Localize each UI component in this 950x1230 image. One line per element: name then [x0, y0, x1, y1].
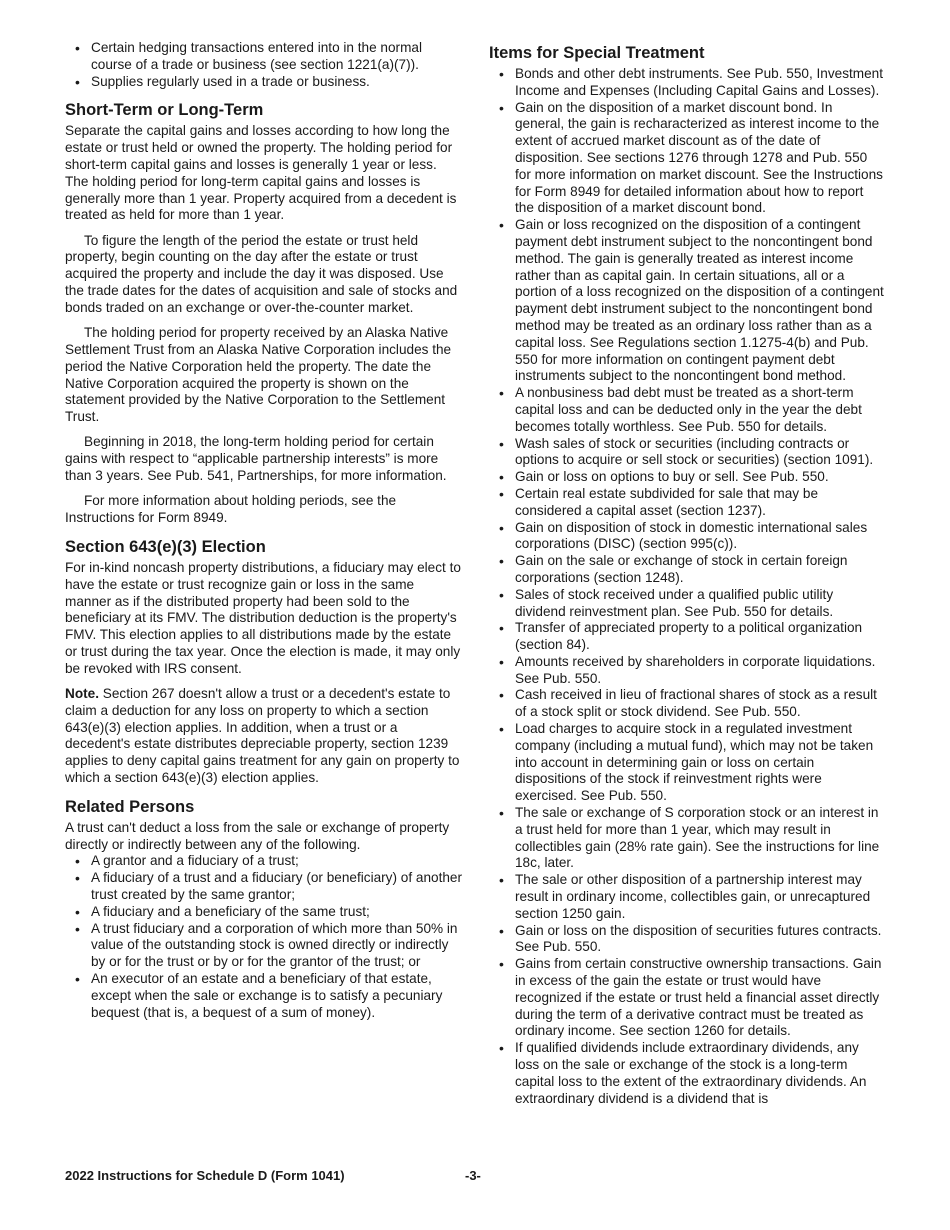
list-item: • A fiduciary and a beneficiary of the same trust; [65, 904, 463, 921]
list-item: • The sale or exchange of S corporation stock or an interest in a trust held for more than 1 year, which may result in collectibles gain (28% rate gain). See the instructions for line 18c, later. [489, 805, 884, 872]
list-item: • Bonds and other debt instruments. See Pub. 550, Investment Income and Expenses (Including Capital Gains and Losses). [489, 66, 884, 100]
list-item: • Certain real estate subdivided for sale that may be considered a capital asset (section 1237). [489, 486, 884, 520]
section-heading-election: Section 643(e)(3) Election [65, 537, 266, 556]
list-item: • Gain or loss on options to buy or sell. See Pub. 550. [489, 469, 884, 486]
list-item: • Load charges to acquire stock in a regulated investment company (including a mutual fund), which may not be taken into account in determining gain or loss on certain dispositions of the stock if reinvestment rights were exercised. See Pub. 550. [489, 721, 884, 805]
list-item: • Transfer of appreciated property to a political organization (section 84). [489, 620, 884, 654]
list-item: • Wash sales of stock or securities (including contracts or options to acquire or sell stock or securities) (section 1091). [489, 436, 884, 470]
paragraph: Beginning in 2018, the long-term holding period for certain gains with respect to “applicable partnership interests” is more than 3 years. See Pub. 541, Partnerships, for more information. [65, 434, 447, 484]
list-item: • Sales of stock received under a qualified public utility dividend reinvestment plan. See Pub. 550 for details. [489, 587, 884, 621]
list-item: • A fiduciary of a trust and a fiduciary (or beneficiary) of another trust created by the same grantor; [65, 870, 463, 904]
list-item: • A nonbusiness bad debt must be treated as a short-term capital loss and can be deducted only in the year the debt becomes totally worthless. See Pub. 550 for details. [489, 385, 884, 435]
special-treatment-list [489, 66, 884, 1107]
list-item: • Gain or loss on the disposition of securities futures contracts. See Pub. 550. [489, 923, 884, 957]
list-item: • Cash received in lieu of fractional shares of stock as a result of a stock split or stock dividend. See Pub. 550. [489, 687, 884, 721]
list-item: • The sale or other disposition of a partnership interest may result in ordinary income, collectibles gain, or unrecaptured section 1250 gain. [489, 872, 884, 922]
paragraph: Separate the capital gains and losses according to how long the estate or trust held or owned the property. The holding period for short-term capital gains and losses is generally 1 year or less. The holding period for long-term capital gains and losses is generally more than 1 year. Property acquired from a decedent is treated as held for more than 1 year. [65, 123, 457, 223]
section-heading-special-treatment: Items for Special Treatment [489, 44, 705, 62]
footer-document-title: 2022 Instructions for Schedule D (Form 1041) [65, 1168, 345, 1183]
intro-bullet-list [65, 40, 463, 90]
list-item: • Certain hedging transactions entered into in the normal course of a trade or business (see section 1221(a)(7)). [65, 40, 463, 74]
note-paragraph [65, 686, 463, 787]
note-text: Section 267 doesn't allow a trust or a decedent's estate to claim a deduction for any loss on property to which a section 643(e)(3) election applies. In addition, when a trust or a decedent's estate distributes depreciable property, section 1239 applies to deny capital gains treatment for any gain on property to which a section 643(e)(3) election applies. [65, 686, 460, 785]
list-item: • If qualified dividends include extraordinary dividends, any loss on the sale or exchange of the stock is a long-term capital loss to the extent of the extraordinary dividends. An extraordinary dividend is a dividend that is [489, 1040, 884, 1107]
list-item: • Supplies regularly used in a trade or business. [65, 74, 463, 91]
right-column [489, 40, 884, 1111]
paragraph: A trust can't deduct a loss from the sale or exchange of property directly or indirectly between any of the following. [65, 819, 450, 852]
page-footer [65, 1168, 885, 1186]
list-item: • Gain on the disposition of a market discount bond. In general, the gain is recharacterized as interest income to the extent of accrued market discount as of the date of disposition. See sections 1276 through 1278 and Pub. 550 for more information on market discount. See the Instructions for Form 8949 for detailed information about how to report the disposition of a market discount bond. [489, 100, 884, 218]
left-column [65, 40, 463, 1025]
list-item: • A grantor and a fiduciary of a trust; [65, 853, 463, 870]
list-item: • A trust fiduciary and a corporation of which more than 50% in value of the outstanding stock is owned directly or indirectly by or for the trust or by or for the grantor of the trust; or [65, 921, 463, 971]
list-item: • Gain or loss recognized on the disposition of a contingent payment debt instrument subject to the noncontingent bond method. The gain is generally treated as interest income rather than as capital gain. In certain situations, all or a portion of a loss recognized on the disposition of a contingent payment debt instrument subject to the noncontingent bond method may be treated as an ordinary loss rather than as a capital loss. See Regulations section 1.1275-4(b) and Pub. 550 for more information on contingent payment debt instruments subject to the noncontingent bond method. [489, 217, 884, 385]
list-item: • Gain on disposition of stock in domestic international sales corporations (DISC) (section 995(c)). [489, 520, 884, 554]
section-heading-related-persons: Related Persons [65, 797, 195, 816]
paragraph: For more information about holding periods, see the Instructions for Form 8949. [65, 493, 397, 526]
list-item: • An executor of an estate and a beneficiary of that estate, except when the sale or exchange is to satisfy a pecuniary bequest (that is, a bequest of a sum of money). [65, 971, 463, 1021]
related-persons-list [65, 853, 463, 1021]
list-item: • Amounts received by shareholders in corporate liquidations. See Pub. 550. [489, 654, 884, 688]
paragraph: To figure the length of the period the estate or trust held property, begin counting on the day after the estate or trust acquired the property and include the day it was disposed. Use the trade dates for the dates of acquisition and sale of stocks and bonds traded on an exchange or over-the-counter market. [65, 232, 458, 315]
list-item: • Gains from certain constructive ownership transactions. Gain in excess of the gain the estate or trust would have recognized if the estate or trust held a financial asset directly during the term of a derivative contract must be treated as ordinary income. See section 1260 for details. [489, 956, 884, 1040]
paragraph: The holding period for property received by an Alaska Native Settlement Trust from an Alaska Native Corporation includes the period the Native Corporation held the property. The date the Native Corporation acquired the property is shown on the statement provided by the Native Corporation to the Settlement Trust. [65, 325, 452, 425]
page-number: -3- [465, 1168, 481, 1183]
list-item: • Gain on the sale or exchange of stock in certain foreign corporations (section 1248). [489, 553, 884, 587]
note-label: Note. [65, 686, 99, 701]
section-heading-short-term: Short-Term or Long-Term [65, 101, 264, 120]
paragraph: For in-kind noncash property distributions, a fiduciary may elect to have the estate or trust recognize gain or loss in the same manner as if the distributed property had been sold to the beneficiary at its FMV. The distribution deduction is the property's FMV. This election applies to all distributions made by the estate or trust during the tax year. Once the election is made, it may only be revoked with IRS consent. [65, 559, 461, 676]
